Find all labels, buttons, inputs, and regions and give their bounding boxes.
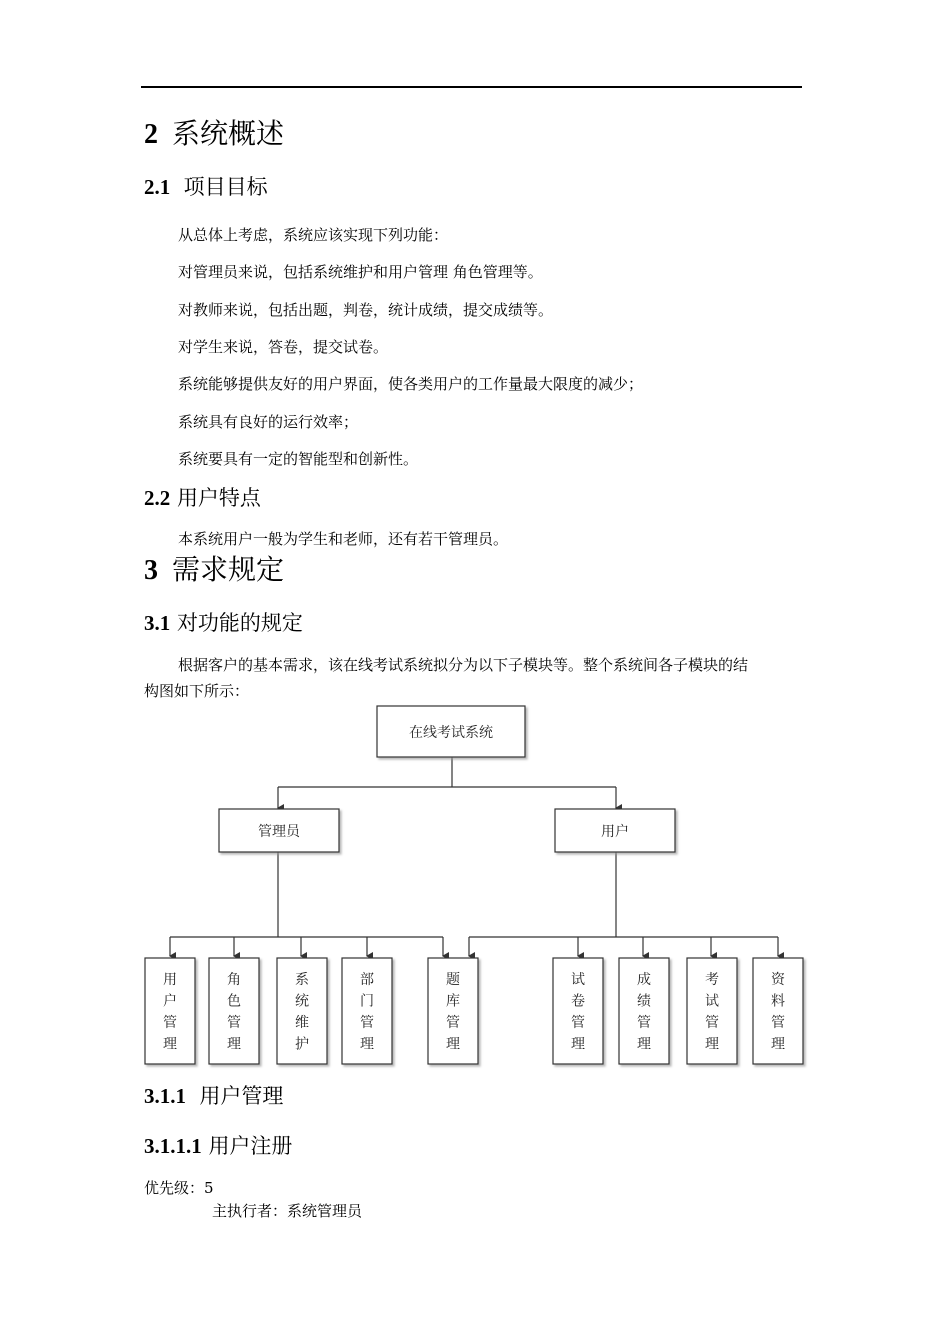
- module-nodes: [145, 958, 803, 1064]
- intro-paragraph-line-1: 根据客户的基本需求，该在线考试系统拟分为以下子模块等。整个系统间各子模块的结: [178, 656, 749, 674]
- goal-line: 系统能够提供友好的用户界面，使各类用户的工作量最大限度的减少；: [178, 375, 644, 393]
- connector-lines: [170, 757, 778, 956]
- section-number: 2.2: [144, 486, 171, 510]
- module-node: [342, 958, 392, 1064]
- intro-paragraph-line-2: 构图如下所示：: [144, 682, 250, 700]
- section-title: 需求规定: [172, 553, 285, 586]
- section-3-1-1-heading: [144, 1080, 283, 1110]
- goal-line: 系统要具有一定的智能型和创新性。: [178, 450, 419, 468]
- section-title: 系统概述: [172, 117, 285, 150]
- module-node-label: 试卷管理: [571, 972, 585, 1053]
- module-node: [209, 958, 259, 1064]
- module-node-label: 成绩管理: [637, 972, 651, 1053]
- section-number: 3.1: [144, 611, 171, 635]
- goal-line: 对管理员来说，包括系统维护和用户管理 角色管理等。: [178, 263, 543, 281]
- module-node-label: 角色管理: [227, 972, 241, 1053]
- admin-node: [219, 809, 339, 852]
- module-node-label: 资料管理: [771, 972, 785, 1053]
- admin-node-label: 管理员: [258, 824, 300, 840]
- executor-text: 主执行者：系统管理员: [212, 1202, 363, 1220]
- section-title: 对功能的规定: [176, 611, 303, 635]
- goal-line: 对教师来说，包括出题，判卷，统计成绩，提交成绩等。: [178, 301, 554, 319]
- module-node: [428, 958, 478, 1064]
- module-node: [277, 958, 327, 1064]
- module-node: [687, 958, 737, 1064]
- module-node: [553, 958, 603, 1064]
- root-node: [377, 706, 525, 757]
- section-title: 用户注册: [208, 1134, 293, 1158]
- module-node-label: 部门管理: [360, 972, 374, 1053]
- section-title: 用户特点: [176, 486, 261, 510]
- module-node-label: 用户管理: [163, 972, 177, 1053]
- section-number: 2.1: [144, 175, 171, 199]
- section-number: 3.1.1: [144, 1084, 186, 1108]
- goal-line: 系统具有良好的运行效率；: [178, 413, 359, 431]
- module-node-label: 题库管理: [446, 972, 460, 1053]
- goal-line: 从总体上考虑，系统应该实现下列功能：: [178, 226, 449, 244]
- user-node-label: 用户: [601, 824, 629, 840]
- user-node: [555, 809, 675, 852]
- goal-line: 对学生来说，答卷，提交试卷。: [178, 338, 389, 356]
- module-node: [753, 958, 803, 1064]
- section-number: 2: [144, 119, 158, 150]
- module-node: [145, 958, 195, 1064]
- module-node: [619, 958, 669, 1064]
- section-number: 3.1.1.1: [144, 1134, 202, 1158]
- priority-text: 优先级：5: [144, 1179, 214, 1197]
- root-node-label: 在线考试系统: [409, 725, 493, 741]
- section-number: 3: [144, 555, 158, 586]
- users-paragraph: 本系统用户一般为学生和老师，还有若干管理员。: [178, 530, 509, 548]
- module-node-label: 系统维护: [295, 972, 309, 1053]
- section-title: 项目目标: [183, 175, 268, 199]
- section-title: 用户管理: [199, 1084, 284, 1108]
- module-node-label: 考试管理: [705, 972, 719, 1053]
- section-3-1-1-1-heading: [144, 1130, 292, 1160]
